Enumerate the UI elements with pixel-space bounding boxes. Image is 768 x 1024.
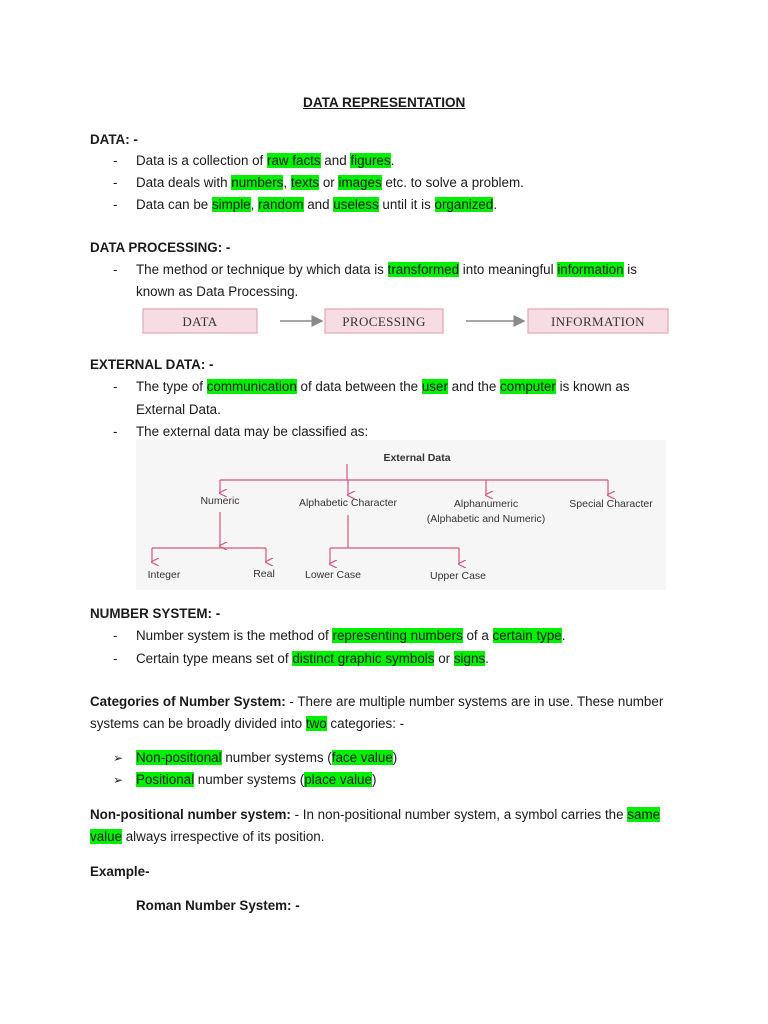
number-system-item-2 — [136, 649, 489, 669]
highlighted-text: two — [305, 716, 327, 731]
categories-line-1 — [90, 692, 663, 712]
flow-box-information — [528, 309, 668, 333]
text-segment: etc. to solve a problem. — [381, 175, 524, 190]
categories-line-2 — [90, 714, 404, 734]
text-segment: Number system is the method of — [136, 628, 333, 643]
text-segment: categories: - — [326, 716, 405, 731]
processing-heading: DATA PROCESSING: - — [90, 240, 231, 255]
processing-flow-diagram — [140, 306, 672, 338]
highlighted-text: distinct graphic symbols — [292, 651, 435, 666]
data-item-3 — [136, 195, 497, 215]
text-segment: Certain type means set of — [136, 651, 293, 666]
data-item-1 — [136, 151, 394, 171]
dash-bullet: - — [113, 628, 118, 643]
flow-label-data: DATA — [182, 314, 218, 329]
text-segment: ) — [371, 772, 377, 787]
dash-bullet: - — [113, 153, 118, 168]
text-segment: is known as — [555, 379, 630, 394]
page-title: DATA REPRESENTATION — [303, 95, 466, 110]
tree-alphanumeric-sublabel: (Alphabetic and Numeric) — [426, 513, 546, 525]
text-segment: . — [561, 628, 566, 643]
flow-label-information: INFORMATION — [551, 314, 645, 329]
text-segment: until it is — [378, 197, 435, 212]
non-positional-heading: Non-positional number system: — [90, 807, 291, 822]
text-segment: number systems ( — [221, 750, 332, 765]
non-positional-line-1 — [90, 805, 660, 825]
highlighted-text: face value — [331, 750, 393, 765]
data-item-2 — [136, 173, 524, 193]
processing-line-1 — [136, 260, 637, 280]
highlighted-text: transformed — [387, 262, 460, 277]
dash-bullet: - — [113, 262, 118, 277]
text-segment: and — [320, 153, 351, 168]
highlighted-text: Non-positional — [136, 750, 222, 765]
categories-text — [286, 694, 664, 709]
text-segment: Data is a collection of — [136, 153, 267, 168]
highlighted-text: information — [557, 262, 624, 277]
tree-alphanumeric-label: Alphanumeric — [453, 498, 519, 510]
tree-real-label: Real — [253, 568, 275, 580]
highlighted-text: figures — [350, 153, 391, 168]
text-segment: known as Data Processing. — [136, 284, 299, 299]
text-segment: External Data. — [136, 402, 221, 417]
text-segment: Data can be — [136, 197, 212, 212]
highlighted-text: images — [338, 175, 382, 190]
text-segment: of data between the — [296, 379, 422, 394]
tree-root-label: External Data — [383, 452, 451, 464]
categories-heading: Categories of Number System: — [90, 694, 286, 709]
highlighted-text: value — [90, 829, 123, 844]
text-segment: ) — [392, 750, 398, 765]
number-system-heading: NUMBER SYSTEM: - — [90, 606, 221, 621]
external-item-1-line-2 — [136, 400, 221, 420]
external-item-1-line-1 — [136, 377, 630, 397]
text-segment: Data deals with — [136, 175, 232, 190]
tree-alphabetic-label: Alphabetic Character — [298, 497, 398, 509]
text-segment: The external data may be classified as: — [136, 424, 369, 439]
number-system-item-1 — [136, 626, 566, 646]
text-segment: . — [493, 197, 498, 212]
tree-lower-case-label: Lower Case — [304, 569, 362, 581]
highlighted-text: communication — [206, 379, 297, 394]
tree-numeric-label: Numeric — [200, 495, 240, 507]
flow-label-processing: PROCESSING — [342, 314, 426, 329]
text-segment: and the — [447, 379, 501, 394]
text-segment: , — [283, 175, 291, 190]
highlighted-text: random — [258, 197, 304, 212]
highlighted-text: representing numbers — [332, 628, 463, 643]
highlighted-text: signs — [453, 651, 486, 666]
text-segment: is — [623, 262, 637, 277]
dash-bullet: - — [113, 379, 118, 394]
tree-special-label: Special Character — [569, 498, 653, 510]
highlighted-text: numbers — [231, 175, 284, 190]
text-segment: or — [319, 175, 339, 190]
text-segment: - In non-positional number system, a symbol carries the — [290, 807, 628, 822]
external-item-2 — [136, 422, 368, 442]
processing-line-2 — [136, 282, 298, 302]
example-heading: Example- — [90, 864, 150, 879]
highlighted-text: computer — [500, 379, 556, 394]
roman-number-system-heading: Roman Number System: - — [136, 898, 300, 913]
highlighted-text: texts — [290, 175, 320, 190]
arrow-bullet-icon: ➢ — [113, 751, 124, 765]
highlighted-text: place value — [304, 772, 372, 787]
arrow-bullet-icon: ➢ — [113, 773, 124, 787]
text-segment: or — [434, 651, 454, 666]
dash-bullet: - — [113, 424, 118, 439]
non-positional-line-2 — [90, 827, 324, 847]
text-segment: of a — [462, 628, 493, 643]
highlighted-text: useless — [333, 197, 379, 212]
dash-bullet: - — [113, 175, 118, 190]
non-positional-text — [291, 807, 660, 822]
text-segment: - There are multiple number systems are in use. These number — [285, 694, 664, 709]
category-bullet-1 — [136, 748, 397, 768]
highlighted-text: Positional — [136, 772, 195, 787]
text-segment: . — [485, 651, 489, 666]
highlighted-text: organized — [434, 197, 494, 212]
dash-bullet: - — [113, 197, 118, 212]
text-segment: into meaningful — [459, 262, 558, 277]
external-heading: EXTERNAL DATA: - — [90, 357, 214, 372]
flow-box-data — [143, 309, 257, 333]
text-segment: , — [250, 197, 259, 212]
data-heading: DATA: - — [90, 132, 138, 147]
tree-integer-label: Integer — [147, 569, 181, 581]
text-segment: The method or technique by which data is — [136, 262, 388, 277]
text-segment: number systems ( — [194, 772, 305, 787]
text-segment: The type of — [136, 379, 207, 394]
external-data-tree-diagram — [136, 440, 666, 590]
text-segment: . — [390, 153, 395, 168]
dash-bullet: - — [113, 651, 118, 666]
tree-upper-case-label: Upper Case — [429, 570, 487, 582]
text-segment: always irrespective of its position. — [122, 829, 325, 844]
flow-box-processing — [325, 309, 443, 333]
highlighted-text: certain type — [492, 628, 562, 643]
highlighted-text: raw facts — [267, 153, 321, 168]
text-segment: and — [303, 197, 334, 212]
highlighted-text: user — [421, 379, 448, 394]
text-segment: systems can be broadly divided into — [90, 716, 306, 731]
highlighted-text: same — [627, 807, 661, 822]
highlighted-text: simple — [211, 197, 251, 212]
category-bullet-2 — [136, 770, 376, 790]
